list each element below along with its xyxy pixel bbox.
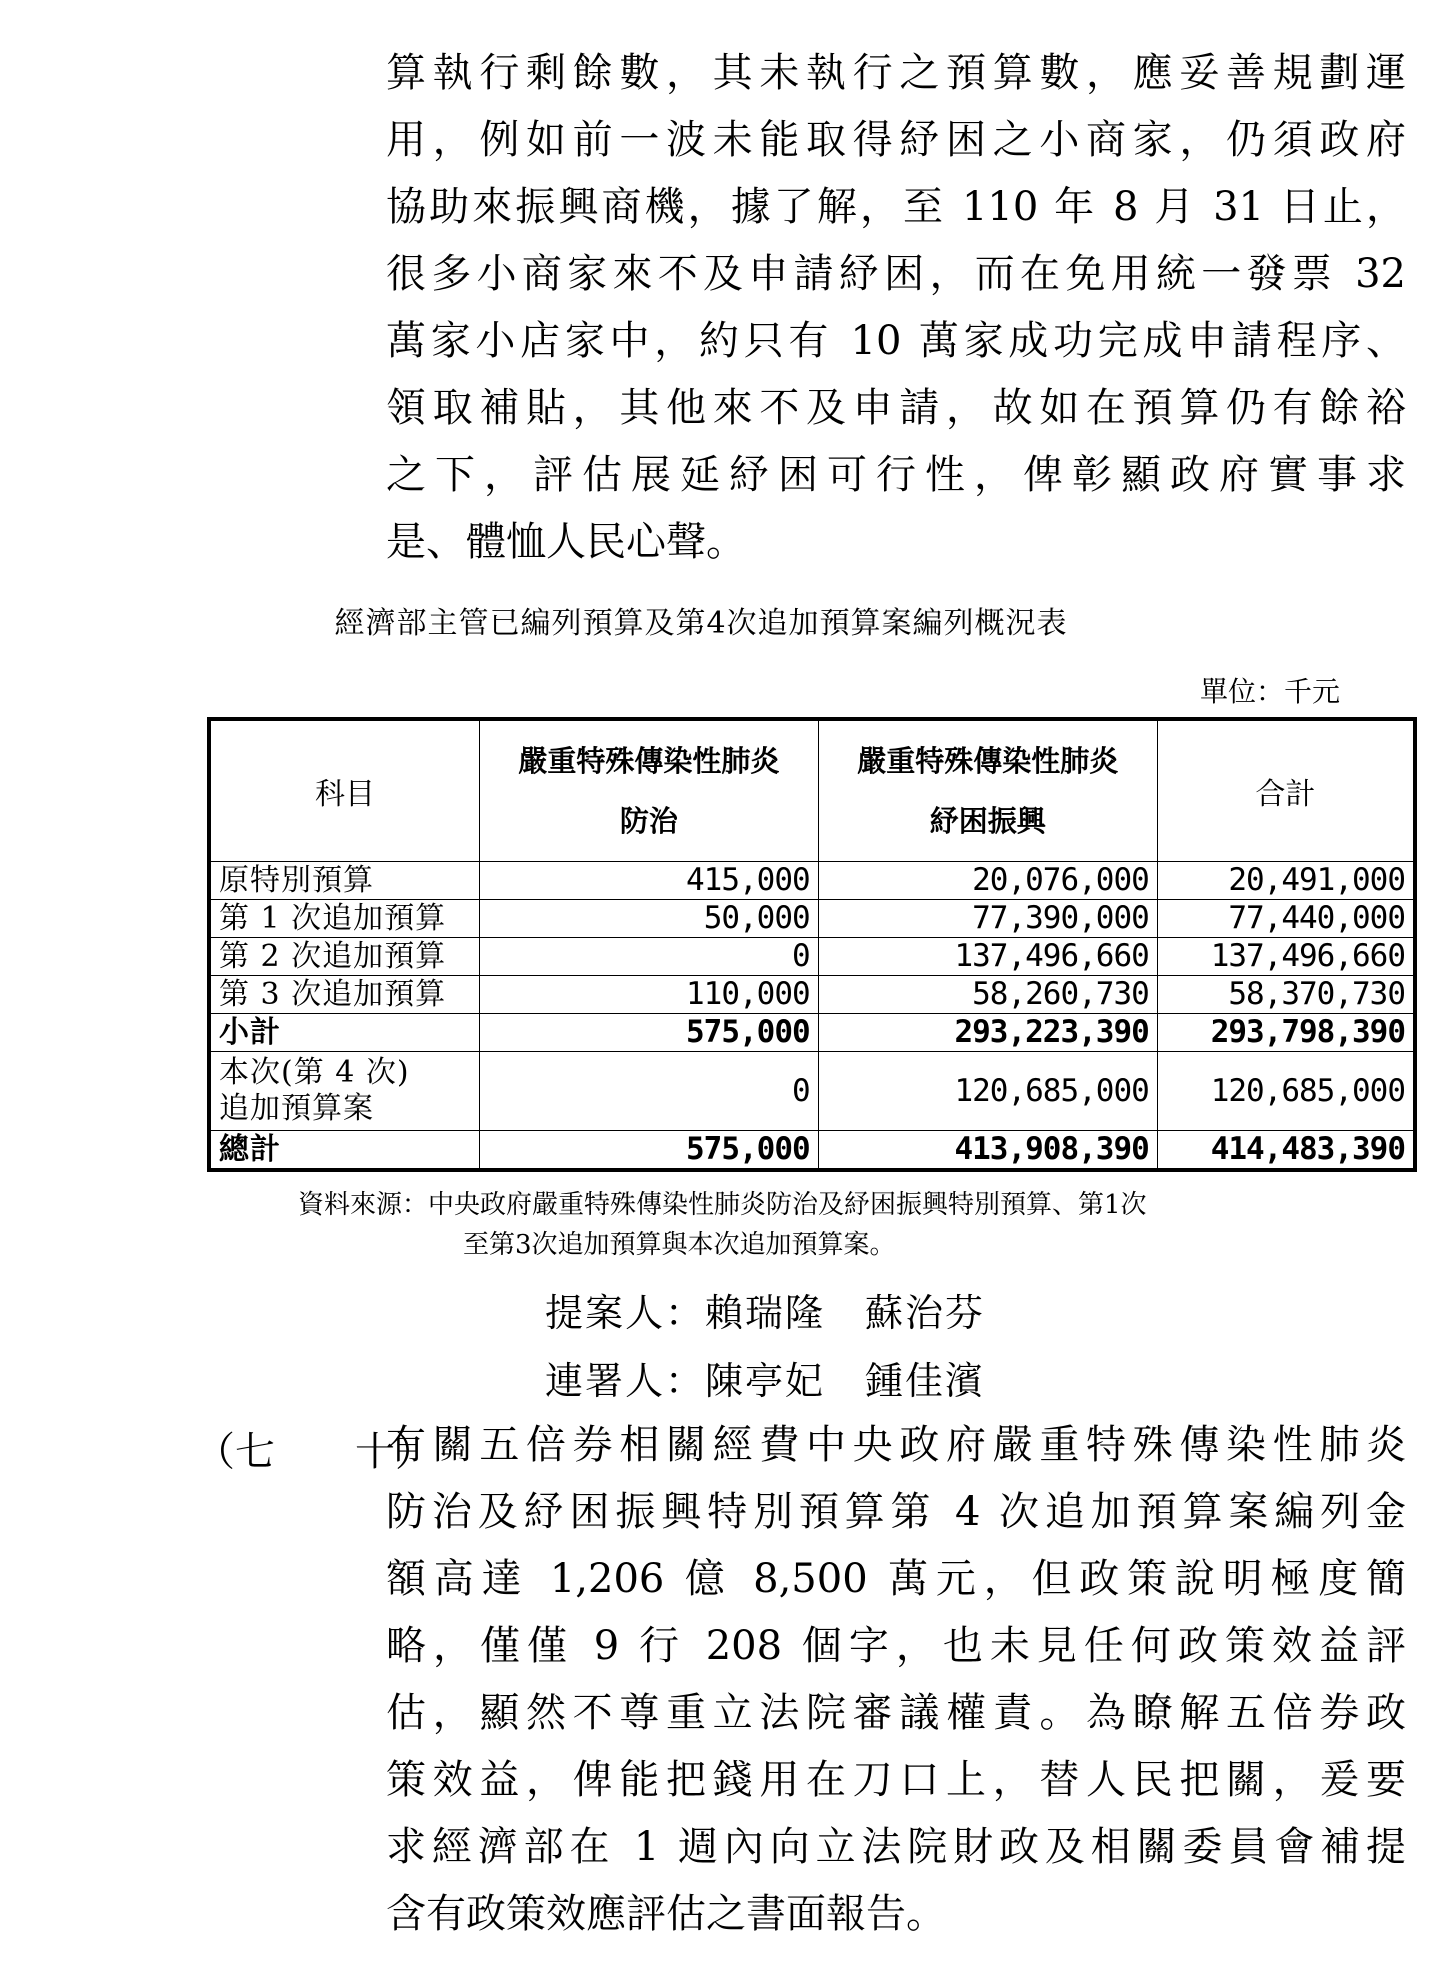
header-prevention-line2: 防治 — [619, 804, 678, 838]
table-row — [209, 1052, 1415, 1131]
prevention-value: 0 — [480, 938, 819, 976]
table-row — [209, 900, 1415, 938]
header-prevention — [480, 719, 819, 862]
prevention-value: 575,000 — [480, 1014, 819, 1052]
paragraph-line: 含有政策效應評估之書面報告。 — [386, 1891, 946, 1937]
paragraph-line: 協助來振興商機，據了解，至 110 年 8 月 31 日止， — [386, 184, 1406, 230]
header-prevention-line1: 嚴重特殊傳染性肺炎 — [518, 744, 780, 778]
subtotal-row — [209, 1014, 1415, 1052]
relief-value: 137,496,660 — [818, 938, 1157, 976]
paragraph-line: 防治及紓困振興特別預算第 4 次追加預算案編列金 — [386, 1489, 1406, 1535]
row-label: 第 2 次追加預算 — [209, 938, 480, 976]
paragraph-line: 額高達 1,206 億 8,500 萬元，但政策說明極度簡 — [386, 1556, 1406, 1602]
relief-value: 77,390,000 — [818, 900, 1157, 938]
table-row — [209, 938, 1415, 976]
total-value: 20,491,000 — [1157, 862, 1415, 900]
source-note-line1: 資料來源：中央政府嚴重特殊傳染性肺炎防治及紓困振興特別預算、第1次 — [298, 1190, 1147, 1220]
paragraph-line: 之下，評估展延紓困可行性，俾彰顯政府實事求 — [386, 452, 1406, 498]
item-number: （七 十） — [195, 1429, 435, 1475]
source-note — [298, 1185, 1418, 1265]
row-label: 原特別預算 — [209, 862, 480, 900]
source-note-line2: 至第3次追加預算與本次追加預算案。 — [463, 1230, 896, 1260]
table-row — [209, 862, 1415, 900]
table-row — [209, 976, 1415, 1014]
total-value: 77,440,000 — [1157, 900, 1415, 938]
budget-table — [207, 717, 1417, 1172]
prevention-value: 415,000 — [480, 862, 819, 900]
paragraph-line: 有關五倍券相關經費中央政府嚴重特殊傳染性肺炎 — [386, 1422, 1406, 1468]
prevention-value: 0 — [480, 1052, 819, 1131]
row-label-line2: 追加預算案 — [219, 1091, 374, 1126]
item-70-paragraph — [386, 1412, 1406, 1948]
row-label-line1: 本次(第 4 次) — [219, 1055, 410, 1090]
row-label: 第 1 次追加預算 — [209, 900, 480, 938]
row-label: 總計 — [209, 1131, 480, 1171]
total-value: 293,798,390 — [1157, 1014, 1415, 1052]
row-label: 第 3 次追加預算 — [209, 976, 480, 1014]
continuation-paragraph — [386, 40, 1406, 576]
relief-value: 413,908,390 — [818, 1131, 1157, 1171]
paragraph-line: 是、體恤人民心聲。 — [386, 519, 746, 565]
grand-total-row — [209, 1131, 1415, 1171]
prevention-value: 110,000 — [480, 976, 819, 1014]
table-header-row — [209, 719, 1415, 862]
row-label — [209, 1052, 480, 1131]
prevention-value: 50,000 — [480, 900, 819, 938]
total-value: 137,496,660 — [1157, 938, 1415, 976]
relief-value: 120,685,000 — [818, 1052, 1157, 1131]
header-relief-line2: 紓困振興 — [929, 804, 1046, 838]
paragraph-line: 策效益，俾能把錢用在刀口上，替人民把關，爰要 — [386, 1757, 1406, 1803]
unit-label: 單位：千元 — [1200, 675, 1341, 708]
cosigner-line: 連署人：陳亭妃 鍾佳濱 — [545, 1359, 986, 1403]
paragraph-line: 算執行剩餘數，其未執行之預算數，應妥善規劃運 — [386, 50, 1406, 96]
paragraph-line: 略，僅僅 9 行 208 個字，也未見任何政策效益評 — [386, 1623, 1406, 1669]
header-subject: 科目 — [209, 719, 480, 862]
header-relief-line1: 嚴重特殊傳染性肺炎 — [857, 744, 1119, 778]
paragraph-line: 求經濟部在 1 週內向立法院財政及相關委員會補提 — [386, 1824, 1406, 1870]
relief-value: 293,223,390 — [818, 1014, 1157, 1052]
paragraph-line: 領取補貼，其他來不及申請，故如在預算仍有餘裕 — [386, 385, 1406, 431]
row-label: 小計 — [209, 1014, 480, 1052]
proposer-line: 提案人：賴瑞隆 蘇治芬 — [545, 1291, 986, 1335]
prevention-value: 575,000 — [480, 1131, 819, 1171]
total-value: 414,483,390 — [1157, 1131, 1415, 1171]
relief-value: 58,260,730 — [818, 976, 1157, 1014]
header-total: 合計 — [1157, 719, 1415, 862]
table-caption — [0, 598, 1442, 642]
paragraph-line: 很多小商家來不及申請紓困，而在免用統一發票 32 — [386, 251, 1406, 297]
paragraph-line: 估，顯然不尊重立法院審議權責。為瞭解五倍券政 — [386, 1690, 1406, 1736]
table-caption-text: 經濟部主管已編列預算及第4次追加預算案編列概況表 — [334, 606, 1068, 641]
paragraph-line: 萬家小店家中，約只有 10 萬家成功完成申請程序、 — [386, 318, 1406, 364]
paragraph-line: 用，例如前一波未能取得紓困之小商家，仍須政府 — [386, 117, 1406, 163]
header-relief — [818, 719, 1157, 862]
total-value: 58,370,730 — [1157, 976, 1415, 1014]
total-value: 120,685,000 — [1157, 1052, 1415, 1131]
relief-value: 20,076,000 — [818, 862, 1157, 900]
